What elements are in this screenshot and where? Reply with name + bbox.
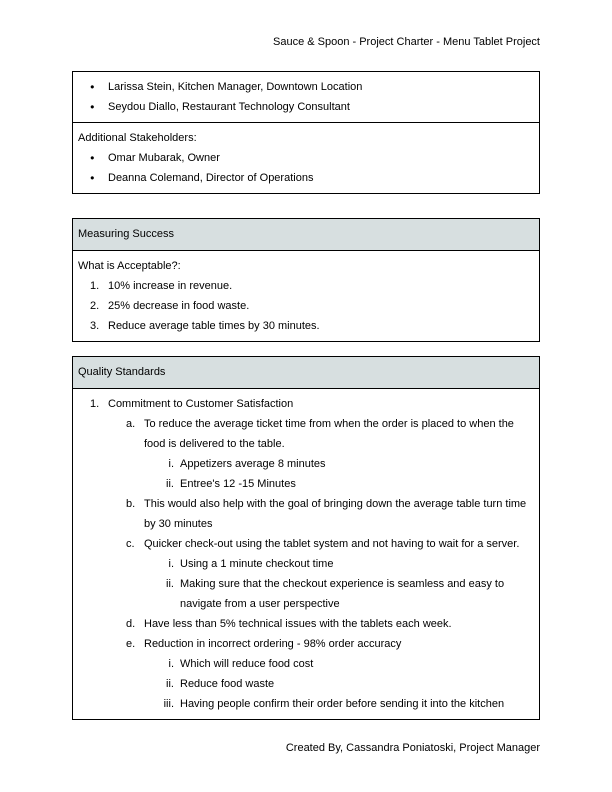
list-marker: 1.: [90, 398, 100, 410]
list-item-text: Reduction in incorrect ordering - 98% order accuracy: [144, 638, 402, 650]
table-row: [73, 389, 540, 720]
bullet-icon: ●: [90, 153, 95, 162]
list-item-text: Have less than 5% technical issues with the tablets each week.: [144, 618, 452, 630]
list-marker: a.: [126, 418, 136, 430]
table-row: [73, 72, 540, 123]
list-item-text: This would also help with the goal of bringing down the average table turn time by 30 minutes: [144, 498, 527, 530]
list-marker: 2.: [90, 300, 100, 312]
list-item-text: Having people confirm their order before sending it into the kitchen: [180, 698, 505, 710]
list-item-text: Reduce average table times by 30 minutes.: [108, 320, 320, 332]
list-marker: ii.: [166, 578, 174, 590]
list-marker: e.: [126, 638, 136, 650]
table-row: [73, 251, 540, 342]
list-item: [78, 574, 534, 614]
quality-standards-body-cell: [73, 389, 540, 720]
list-item-text: Appetizers average 8 minutes: [180, 458, 326, 470]
list-item: [78, 414, 534, 454]
additional-stakeholders-label: Additional Stakeholders:: [78, 132, 197, 144]
list-marker: i.: [168, 558, 174, 570]
list-marker: iii.: [163, 698, 174, 710]
document-footer-byline: Created By, Cassandra Poniatoski, Project Manager: [285, 742, 540, 754]
list-item: [78, 394, 534, 414]
list-item-text: Larissa Stein, Kitchen Manager, Downtown Location: [108, 81, 363, 93]
list-item-text: Entree's 12 -15 Minutes: [180, 478, 296, 490]
list-item: [78, 77, 534, 97]
list-item-text: 10% increase in revenue.: [108, 280, 233, 292]
list-item: [78, 276, 534, 296]
list-marker: ii.: [166, 678, 174, 690]
list-item-text: To reduce the average ticket time from when the order is placed to when the food is delivered to the table.: [144, 418, 514, 450]
list-item: [78, 316, 534, 336]
list-item: [78, 296, 534, 316]
bullet-icon: ●: [90, 82, 95, 91]
list-item-text: 25% decrease in food waste.: [108, 300, 250, 312]
list-item: [78, 694, 534, 714]
list-marker: d.: [126, 618, 136, 630]
list-item-text: Deanna Colemand, Director of Operations: [108, 172, 314, 184]
document-header-title: Sauce & Spoon - Project Charter - Menu Tablet Project: [273, 36, 540, 48]
document-content: [72, 0, 540, 755]
list-item: [78, 654, 534, 674]
acceptable-subheading: What is Acceptable?:: [78, 260, 181, 272]
quality-standards-header: Quality Standards: [73, 357, 540, 389]
list-item: [78, 674, 534, 694]
stakeholders-additional-cell: [73, 123, 540, 194]
list-item-text: Omar Mubarak, Owner: [108, 152, 220, 164]
list-item: [78, 554, 534, 574]
quality-standards-table: [72, 356, 540, 720]
list-item-text: Making sure that the checkout experience is seamless and easy to navigate from a user perspective: [180, 578, 505, 610]
list-item-text: Using a 1 minute checkout time: [180, 558, 334, 570]
stakeholders-table: [72, 71, 540, 194]
list-item: [78, 534, 534, 554]
list-item: [78, 494, 534, 534]
list-item-text: Seydou Diallo, Restaurant Technology Consultant: [108, 101, 350, 113]
list-item: [78, 168, 534, 188]
list-item: [78, 614, 534, 634]
bullet-icon: ●: [90, 102, 95, 111]
measuring-success-table: [72, 218, 540, 342]
list-marker: c.: [126, 538, 135, 550]
table-row: [73, 123, 540, 194]
list-marker: 3.: [90, 320, 100, 332]
bullet-icon: ●: [90, 173, 95, 182]
stakeholders-primary-cell: [73, 72, 540, 123]
list-item: [78, 634, 534, 654]
list-item-text: Reduce food waste: [180, 678, 275, 690]
table-header-row: [73, 357, 540, 389]
list-item-text: Commitment to Customer Satisfaction: [108, 398, 294, 410]
measuring-success-header: Measuring Success: [73, 219, 540, 251]
list-marker: i.: [168, 458, 174, 470]
list-marker: ii.: [166, 478, 174, 490]
list-item: [78, 148, 534, 168]
list-marker: b.: [126, 498, 136, 510]
table-header-row: [73, 219, 540, 251]
list-item: [78, 474, 534, 494]
list-item: [78, 97, 534, 117]
list-marker: i.: [168, 658, 174, 670]
list-item-text: Which will reduce food cost: [180, 658, 314, 670]
list-item-text: Quicker check-out using the tablet system and not having to wait for a server.: [144, 538, 520, 550]
measuring-success-body-cell: [73, 251, 540, 342]
list-item: [78, 454, 534, 474]
list-marker: 1.: [90, 280, 100, 292]
